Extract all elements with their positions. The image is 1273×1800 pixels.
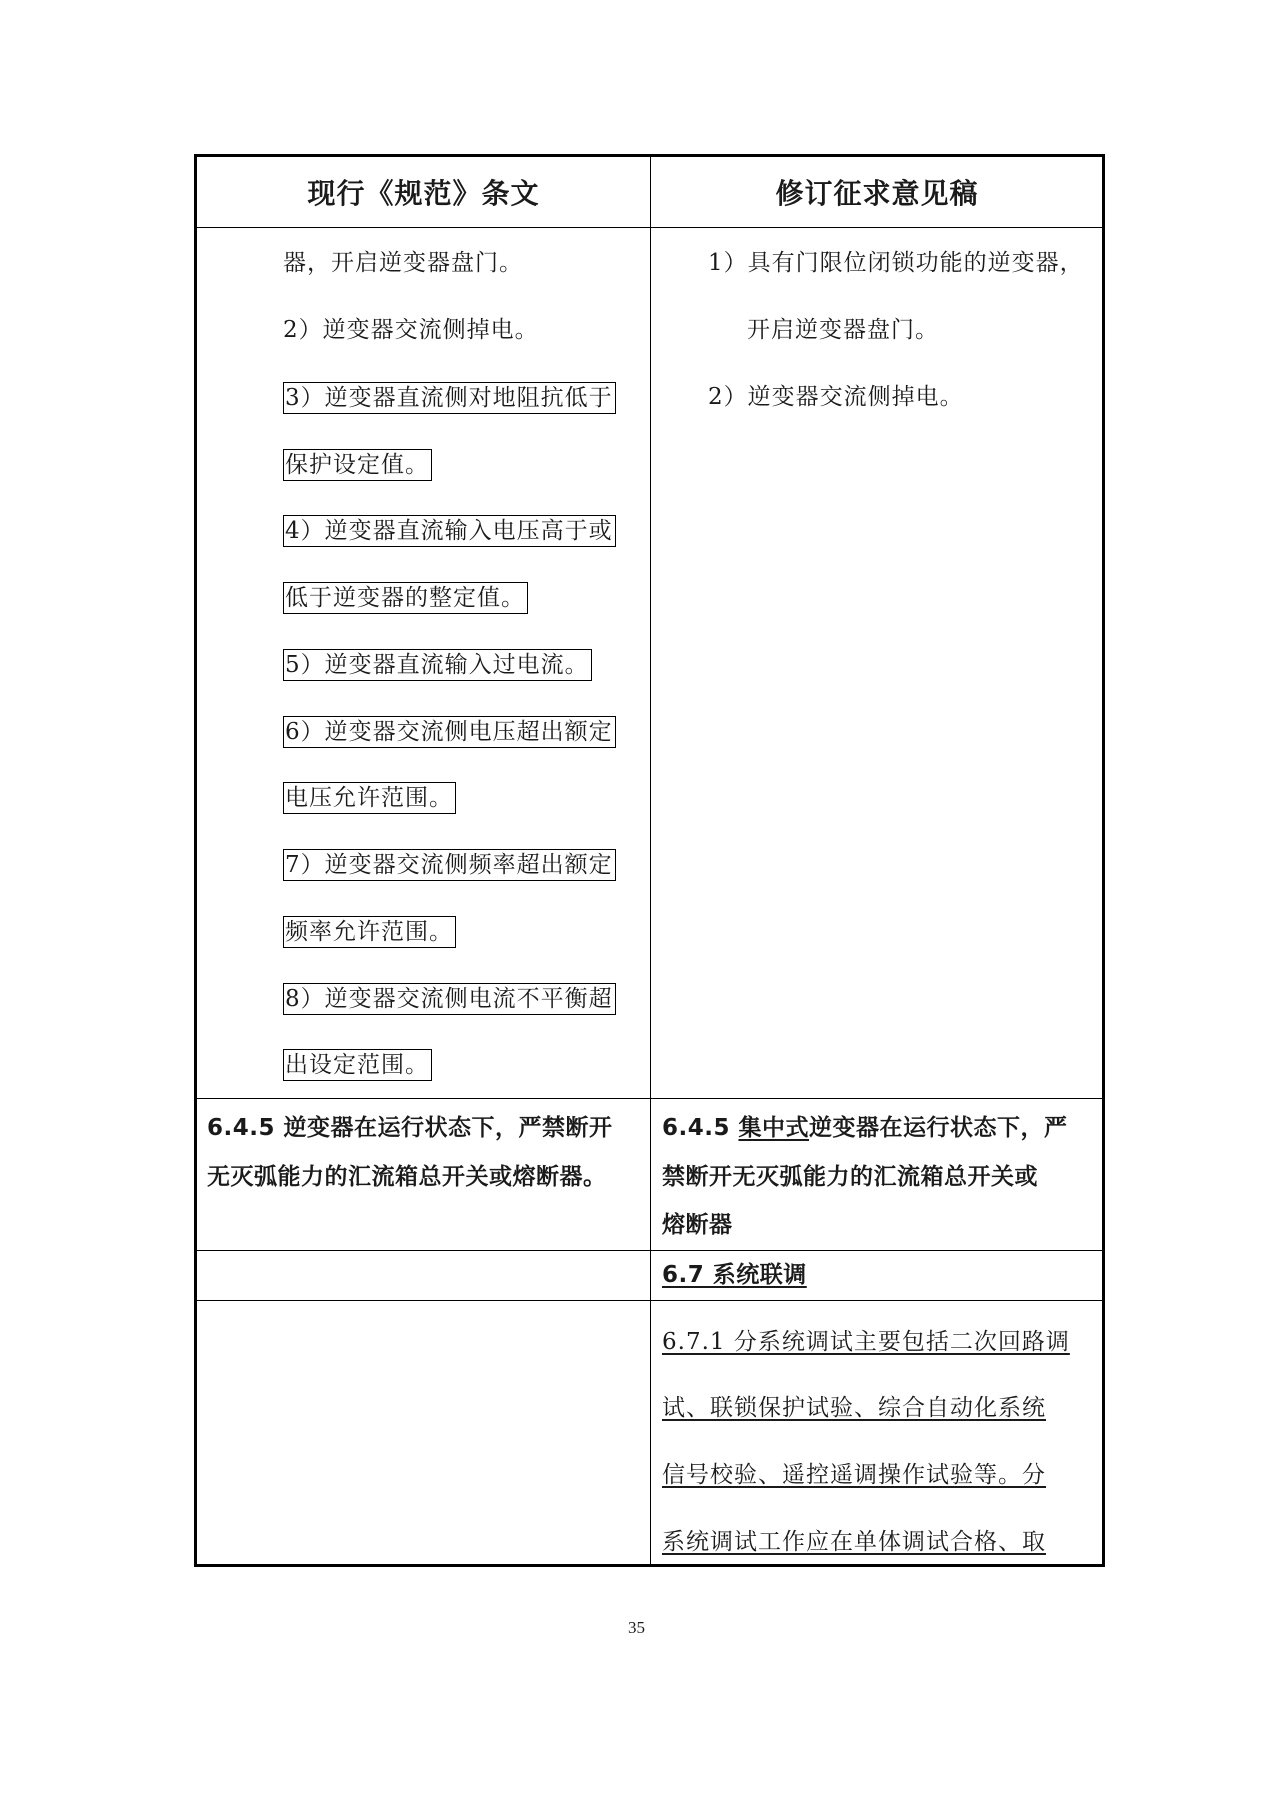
clause-6-4-5-line: 6.4.5 逆变器在运行状态下，严禁断开	[207, 1115, 613, 1141]
boxed-clause-line: 5）逆变器直流输入过电流。	[283, 649, 592, 681]
column-divider	[650, 157, 651, 1564]
header-current-clause: 现行《规范》条文	[307, 177, 540, 210]
boxed-clause-line: 低于逆变器的整定值。	[283, 582, 528, 614]
revision-suffix: 逆变器在运行状态下，严	[809, 1115, 1068, 1141]
new-clause-line: 试、联锁保护试验、综合自动化系统	[662, 1395, 1046, 1421]
boxed-clause-line: 电压允许范围。	[283, 782, 456, 814]
section-6-7-title: 6.7 系统联调	[662, 1262, 807, 1288]
boxed-clause-line: 4）逆变器直流输入电压高于或	[283, 515, 616, 547]
boxed-clause-line: 频率允许范围。	[283, 916, 456, 948]
boxed-clause-line: 8）逆变器交流侧电流不平衡超	[283, 983, 616, 1015]
boxed-clause-line: 出设定范围。	[283, 1049, 432, 1081]
row-divider	[197, 227, 1102, 228]
revision-prefix: 6.4.5	[662, 1115, 739, 1141]
revision-6-4-5-line: 熔断器	[662, 1212, 733, 1238]
new-clause-line: 系统调试工作应在单体调试合格、取	[662, 1529, 1046, 1555]
row-divider	[197, 1300, 1102, 1301]
row-divider	[197, 1250, 1102, 1251]
revision-line: 2）逆变器交流侧掉电。	[708, 384, 964, 410]
clause-line: 2）逆变器交流侧掉电。	[283, 317, 539, 343]
revision-line: 开启逆变器盘门。	[747, 317, 939, 343]
inserted-text: 集中式	[738, 1115, 809, 1141]
revision-line: 1）具有门限位闭锁功能的逆变器，	[708, 250, 1084, 276]
new-clause-line: 6.7.1 分系统调试主要包括二次回路调	[662, 1329, 1070, 1355]
boxed-clause-line: 7）逆变器交流侧频率超出额定	[283, 849, 616, 881]
new-clause-line: 信号校验、遥控遥调操作试验等。分	[662, 1462, 1046, 1488]
boxed-clause-line: 3）逆变器直流侧对地阻抗低于	[283, 382, 616, 414]
boxed-clause-line: 保护设定值。	[283, 449, 432, 481]
clause-line: 器，开启逆变器盘门。	[283, 250, 523, 276]
header-revision-draft: 修订征求意见稿	[775, 177, 979, 210]
revision-6-4-5-line: 禁断开无灭弧能力的汇流箱总开关或	[662, 1164, 1038, 1190]
row-divider	[197, 1098, 1102, 1099]
revision-6-4-5-line	[662, 1113, 1068, 1143]
clause-6-4-5-line: 无灭弧能力的汇流箱总开关或熔断器。	[207, 1164, 607, 1190]
page-number: 35	[628, 1618, 645, 1637]
boxed-clause-line: 6）逆变器交流侧电压超出额定	[283, 716, 616, 748]
comparison-table	[194, 154, 1105, 1567]
